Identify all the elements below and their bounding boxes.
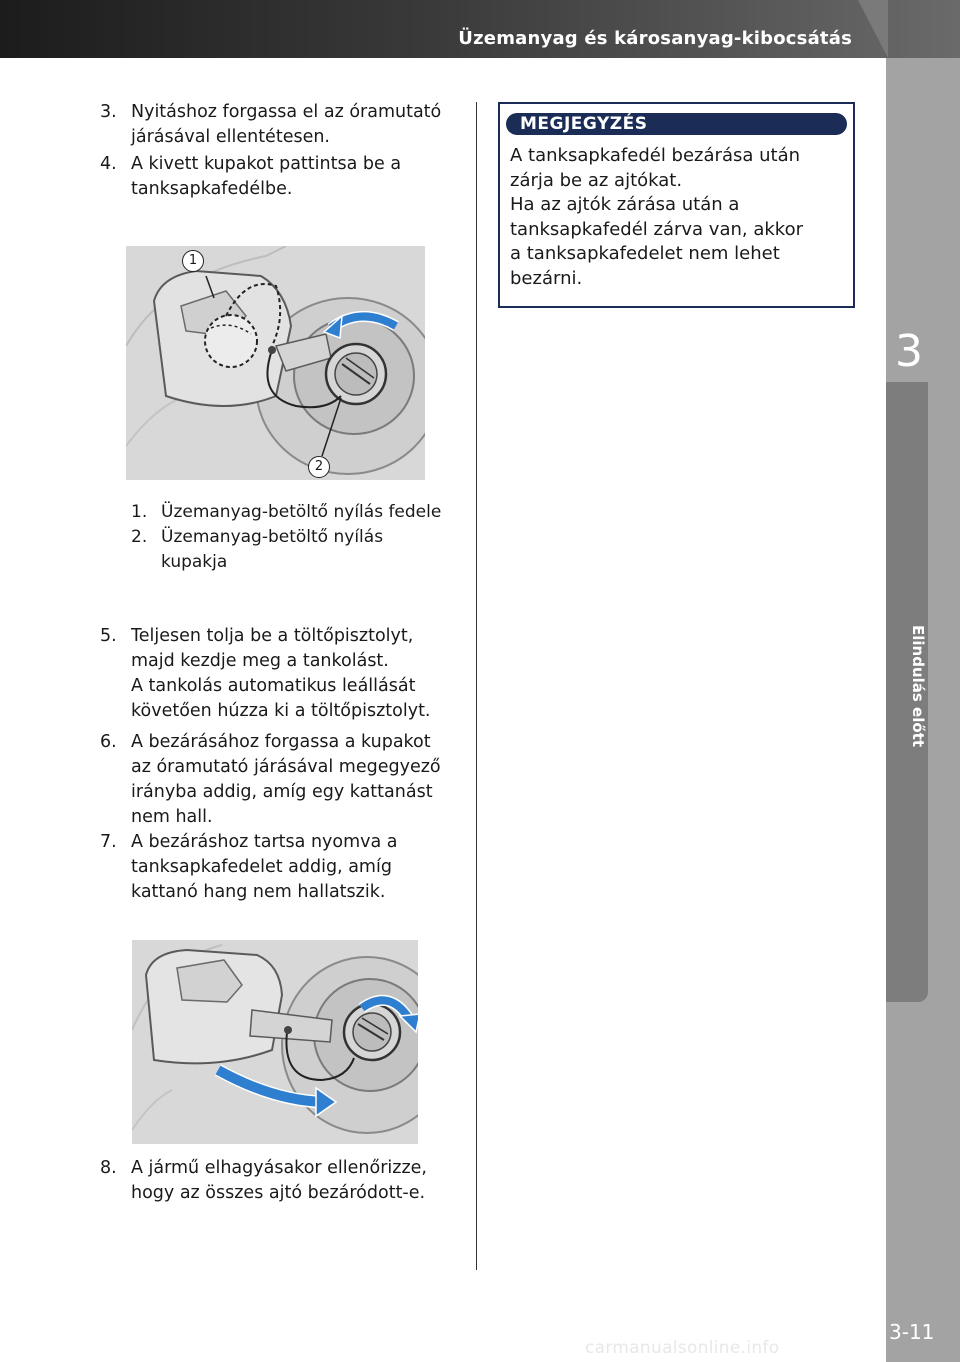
step-line: tanksapkafedélbe.: [131, 179, 293, 199]
step-number: 8.: [100, 1158, 117, 1178]
note-line: tanksapkafedél zárva van, akkor: [510, 218, 803, 240]
note-line: a tanksapkafedelet nem lehet: [510, 243, 780, 264]
step-line: az óramutató járásával megegyező: [131, 757, 441, 777]
step-line: A bezáráshoz tartsa nyomva a: [131, 832, 398, 852]
callout-1: 1: [182, 250, 204, 272]
header-corner: [858, 0, 888, 58]
step-line: tanksapkafedelet addig, amíg: [131, 857, 392, 877]
note-line: A tanksapkafedél bezárása után: [510, 145, 801, 166]
step-number: 4.: [100, 154, 117, 174]
watermark: carmanualsonline.info: [585, 1338, 780, 1358]
step-line: követően húzza ki a töltőpisztolyt.: [131, 701, 431, 721]
note-line: bezárni.: [510, 267, 583, 289]
note-header: [506, 113, 847, 135]
step-number: 6.: [100, 732, 117, 752]
fuel-cap-closing-illustration: [132, 940, 418, 1144]
caption-number: 1.: [131, 502, 148, 522]
step-line: Teljesen tolja be a töltőpisztolyt,: [131, 626, 414, 646]
step-line: A tankolás automatikus leállását: [131, 676, 416, 696]
step-text: [131, 100, 441, 150]
step-number: 7.: [100, 832, 117, 852]
step-line: irányba addig, amíg egy kattanást: [131, 782, 433, 802]
step-line: Nyitáshoz forgassa el az óramutató: [131, 102, 442, 122]
page-header: [0, 0, 960, 58]
note-line: zárja be az ajtókat.: [510, 169, 683, 191]
header-title: Üzemanyag és károsanyag-kibocsátás: [458, 28, 852, 49]
note-line: Ha az ajtók zárása után a: [510, 194, 740, 215]
step-line: járásával ellentétesen.: [131, 127, 330, 147]
step-line: nem hall.: [131, 807, 213, 827]
step-line: hogy az összes ajtó bezáródott-e.: [131, 1183, 426, 1203]
step-text: [131, 624, 431, 724]
note-label: MEGJEGYZÉS: [520, 114, 648, 134]
step-text: [131, 152, 401, 202]
fuel-cap-open-diagram: [126, 246, 425, 480]
note-text: [510, 144, 803, 291]
caption-text: Üzemanyag-betöltő nyílás: [161, 527, 384, 547]
step-line: majd kezdje meg a tankolást.: [131, 651, 389, 671]
caption-text: kupakja: [161, 552, 228, 572]
step-text: [131, 830, 398, 905]
step-text: [131, 730, 441, 830]
step-line: A jármű elhagyásakor ellenőrizze,: [131, 1158, 427, 1178]
step-line: kattanó hang nem hallatszik.: [131, 882, 386, 902]
fuel-cap-close-diagram: [132, 940, 418, 1144]
caption-text: Üzemanyag-betöltő nyílás fedele: [161, 502, 442, 522]
chapter-number: 3: [895, 326, 923, 377]
step-text: [131, 1156, 427, 1206]
step-line: A bezárásához forgassa a kupakot: [131, 732, 431, 752]
caption-number: 2.: [131, 527, 148, 547]
column-divider: [476, 102, 477, 1270]
step-number: 5.: [100, 626, 117, 646]
fuel-cap-removal-illustration: [126, 246, 425, 480]
step-line: A kivett kupakot pattintsa be a: [131, 154, 402, 174]
step-number: 3.: [100, 102, 117, 122]
callout-2: 2: [308, 456, 330, 478]
page-number: 3-11: [889, 1320, 935, 1344]
section-title: Elindulás előtt: [909, 625, 927, 747]
note-box: [498, 102, 855, 308]
